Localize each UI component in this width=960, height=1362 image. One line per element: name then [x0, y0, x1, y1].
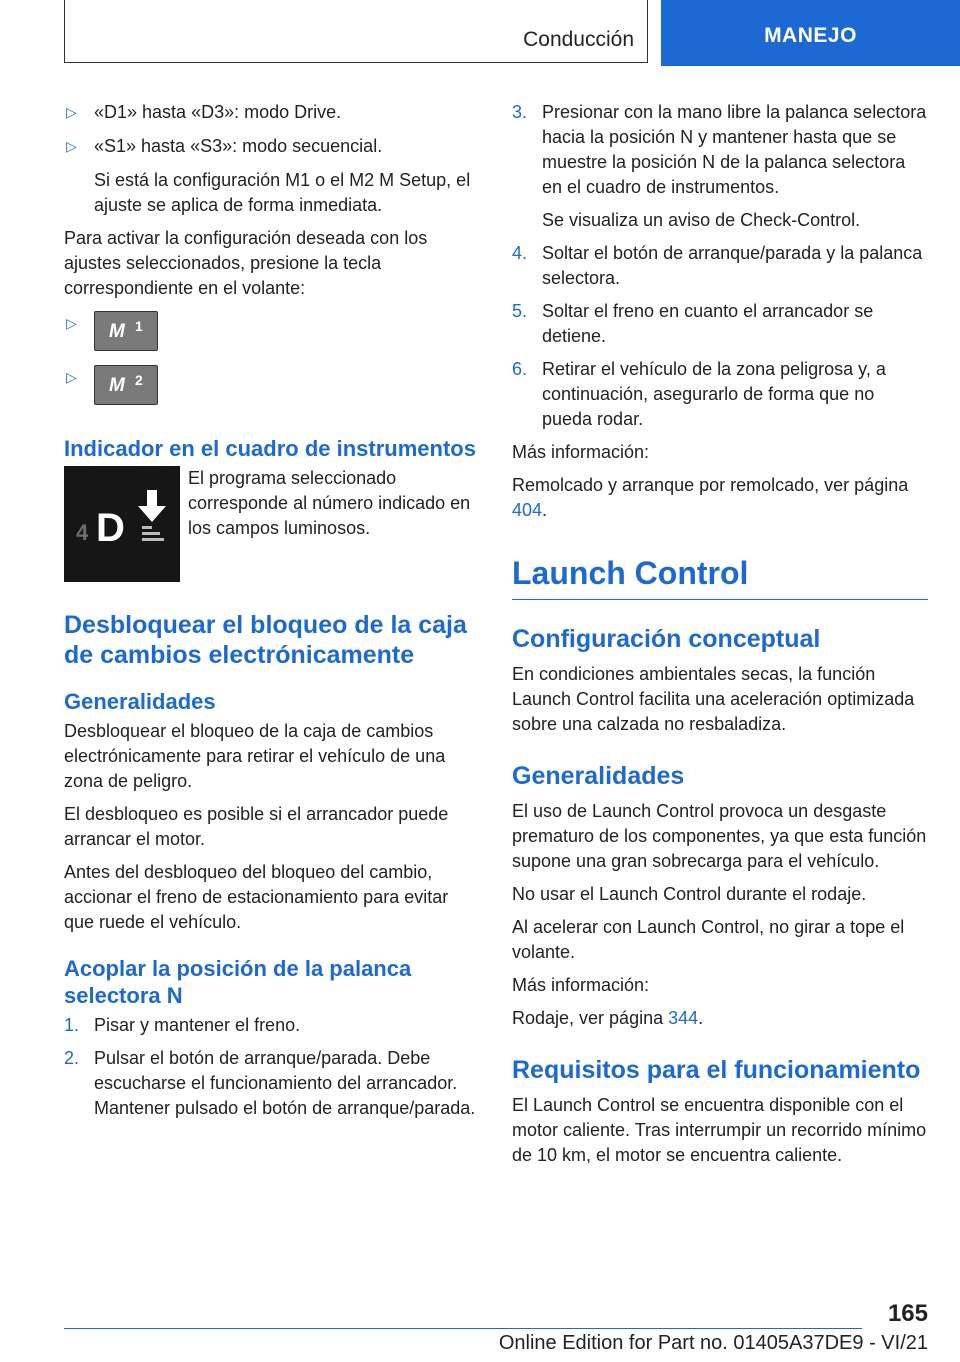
triangle-bullet-icon: ▷: [66, 104, 77, 120]
couple-heading: Acoplar la posición de la palanca selectora N: [64, 956, 412, 1008]
chapter-tab[interactable]: MANEJO: [661, 0, 960, 66]
down-arrow-icon: [64, 466, 180, 582]
footer-divider: [64, 1328, 862, 1329]
general-p3-right: Al acelerar con Launch Control, no girar a tope el volante.: [512, 917, 905, 962]
more-info-label: Más información:: [512, 975, 650, 995]
page-link[interactable]: 404: [512, 500, 543, 520]
general-p2: El desbloqueo es posible si el arrancador puede arrancar el motor.: [64, 804, 449, 849]
setup-note: Si está la configuración M1 o el M2 M Setup, el ajuste se aplica de forma inmediata.: [94, 170, 471, 215]
page-header: [0, 0, 960, 66]
list-item: ▷ «D1» hasta «D3»: modo Drive.: [64, 100, 478, 125]
m2-button-icon: M 2: [94, 365, 158, 405]
concept-heading: Configuración conceptual: [512, 625, 821, 653]
launch-control-heading: Launch Control: [512, 553, 928, 600]
requirements-heading: Requisitos para el funcionamiento: [512, 1056, 921, 1084]
general-heading-right: Generalidades: [512, 762, 685, 790]
step-item: 5. Soltar el freno en cuanto el arrancador se detiene.: [512, 301, 874, 346]
unlock-heading: Desbloquear el bloqueo de la caja de cambios electrónicamente: [64, 611, 467, 669]
page-number: 165: [887, 1300, 928, 1327]
general-p3: Antes del desbloqueo del bloqueo del cambio, accionar el freno de estacionamiento para evitar que ruede el vehículo.: [64, 862, 449, 932]
triangle-bullet-icon: ▷: [66, 369, 77, 385]
more-info-label: Más información:: [512, 442, 650, 462]
general-p2-right: No usar el Launch Control durante el rodaje.: [512, 884, 867, 904]
general-heading-left: Generalidades: [64, 689, 216, 714]
concept-text: En condiciones ambientales secas, la función Launch Control facilita una aceleración optimizada sobre una calzada no resbaladiza.: [512, 664, 915, 734]
list-item: [64, 311, 478, 353]
section-title: Conducción: [523, 28, 634, 51]
list-item: ▷ «S1» hasta «S3»: modo secuencial.: [64, 134, 478, 159]
list-item: [64, 365, 478, 407]
activate-text: Para activar la configuración deseada con los ajustes seleccionados, presione la tecla correspondiente en el volante:: [64, 228, 428, 298]
tow-reference: Remolcado y arranque por remolcado, ver página 404.: [512, 475, 909, 520]
requirements-text: El Launch Control se encuentra disponible con el motor caliente. Tras interrumpir un recorrido mínimo de 10 km, el motor se encuentra caliente.: [512, 1095, 927, 1165]
step-item: 3. Presionar con la mano libre la palanca selectora hacia la posición N y mantener hasta que se muestre la posición N de la palanca selectora en el cuadro de instrumentos.: [512, 102, 927, 197]
step-item: 6. Retirar el vehículo de la zona peligrosa y, a continuación, asegurarlo de forma que no pueda rodar.: [512, 359, 886, 429]
step-item: 4. Soltar el botón de arranque/parada y la palanca selectora.: [512, 243, 923, 288]
general-p1-right: El uso de Launch Control provoca un desgaste prematuro de los componentes, ya que esta función supone una gran sobrecarga para el vehículo.: [512, 801, 927, 871]
break-in-reference: Rodaje, ver página 344.: [512, 1008, 704, 1028]
m1-button-icon: M 1: [94, 311, 158, 351]
step-item: 1. Pisar y mantener el freno.: [64, 1015, 301, 1035]
general-p1: Desbloquear el bloqueo de la caja de cambios electrónicamente para retirar el vehículo de una zona de peligro.: [64, 721, 446, 791]
right-column: [512, 100, 928, 1176]
step3-note: Se visualiza un aviso de Check-Control.: [542, 210, 861, 230]
indicator-text: El programa seleccionado corresponde al número indicado en los campos luminosos.: [188, 468, 471, 538]
step-item: 2. Pulsar el botón de arranque/parada. Debe escucharse el funcionamiento del arrancador. Mantener pulsado el botón de arranque/parada.: [64, 1048, 476, 1118]
edition-text: Online Edition for Part no. 01405A37DE9 - VI/21: [498, 1332, 928, 1354]
instrument-cluster-image: 4 D: [64, 466, 180, 582]
indicator-block: [64, 466, 478, 582]
left-column: [64, 100, 478, 1129]
page-link[interactable]: 344: [668, 1008, 699, 1028]
triangle-bullet-icon: ▷: [66, 315, 77, 331]
triangle-bullet-icon: ▷: [66, 138, 77, 154]
indicator-heading: Indicador en el cuadro de instrumentos: [64, 436, 476, 461]
